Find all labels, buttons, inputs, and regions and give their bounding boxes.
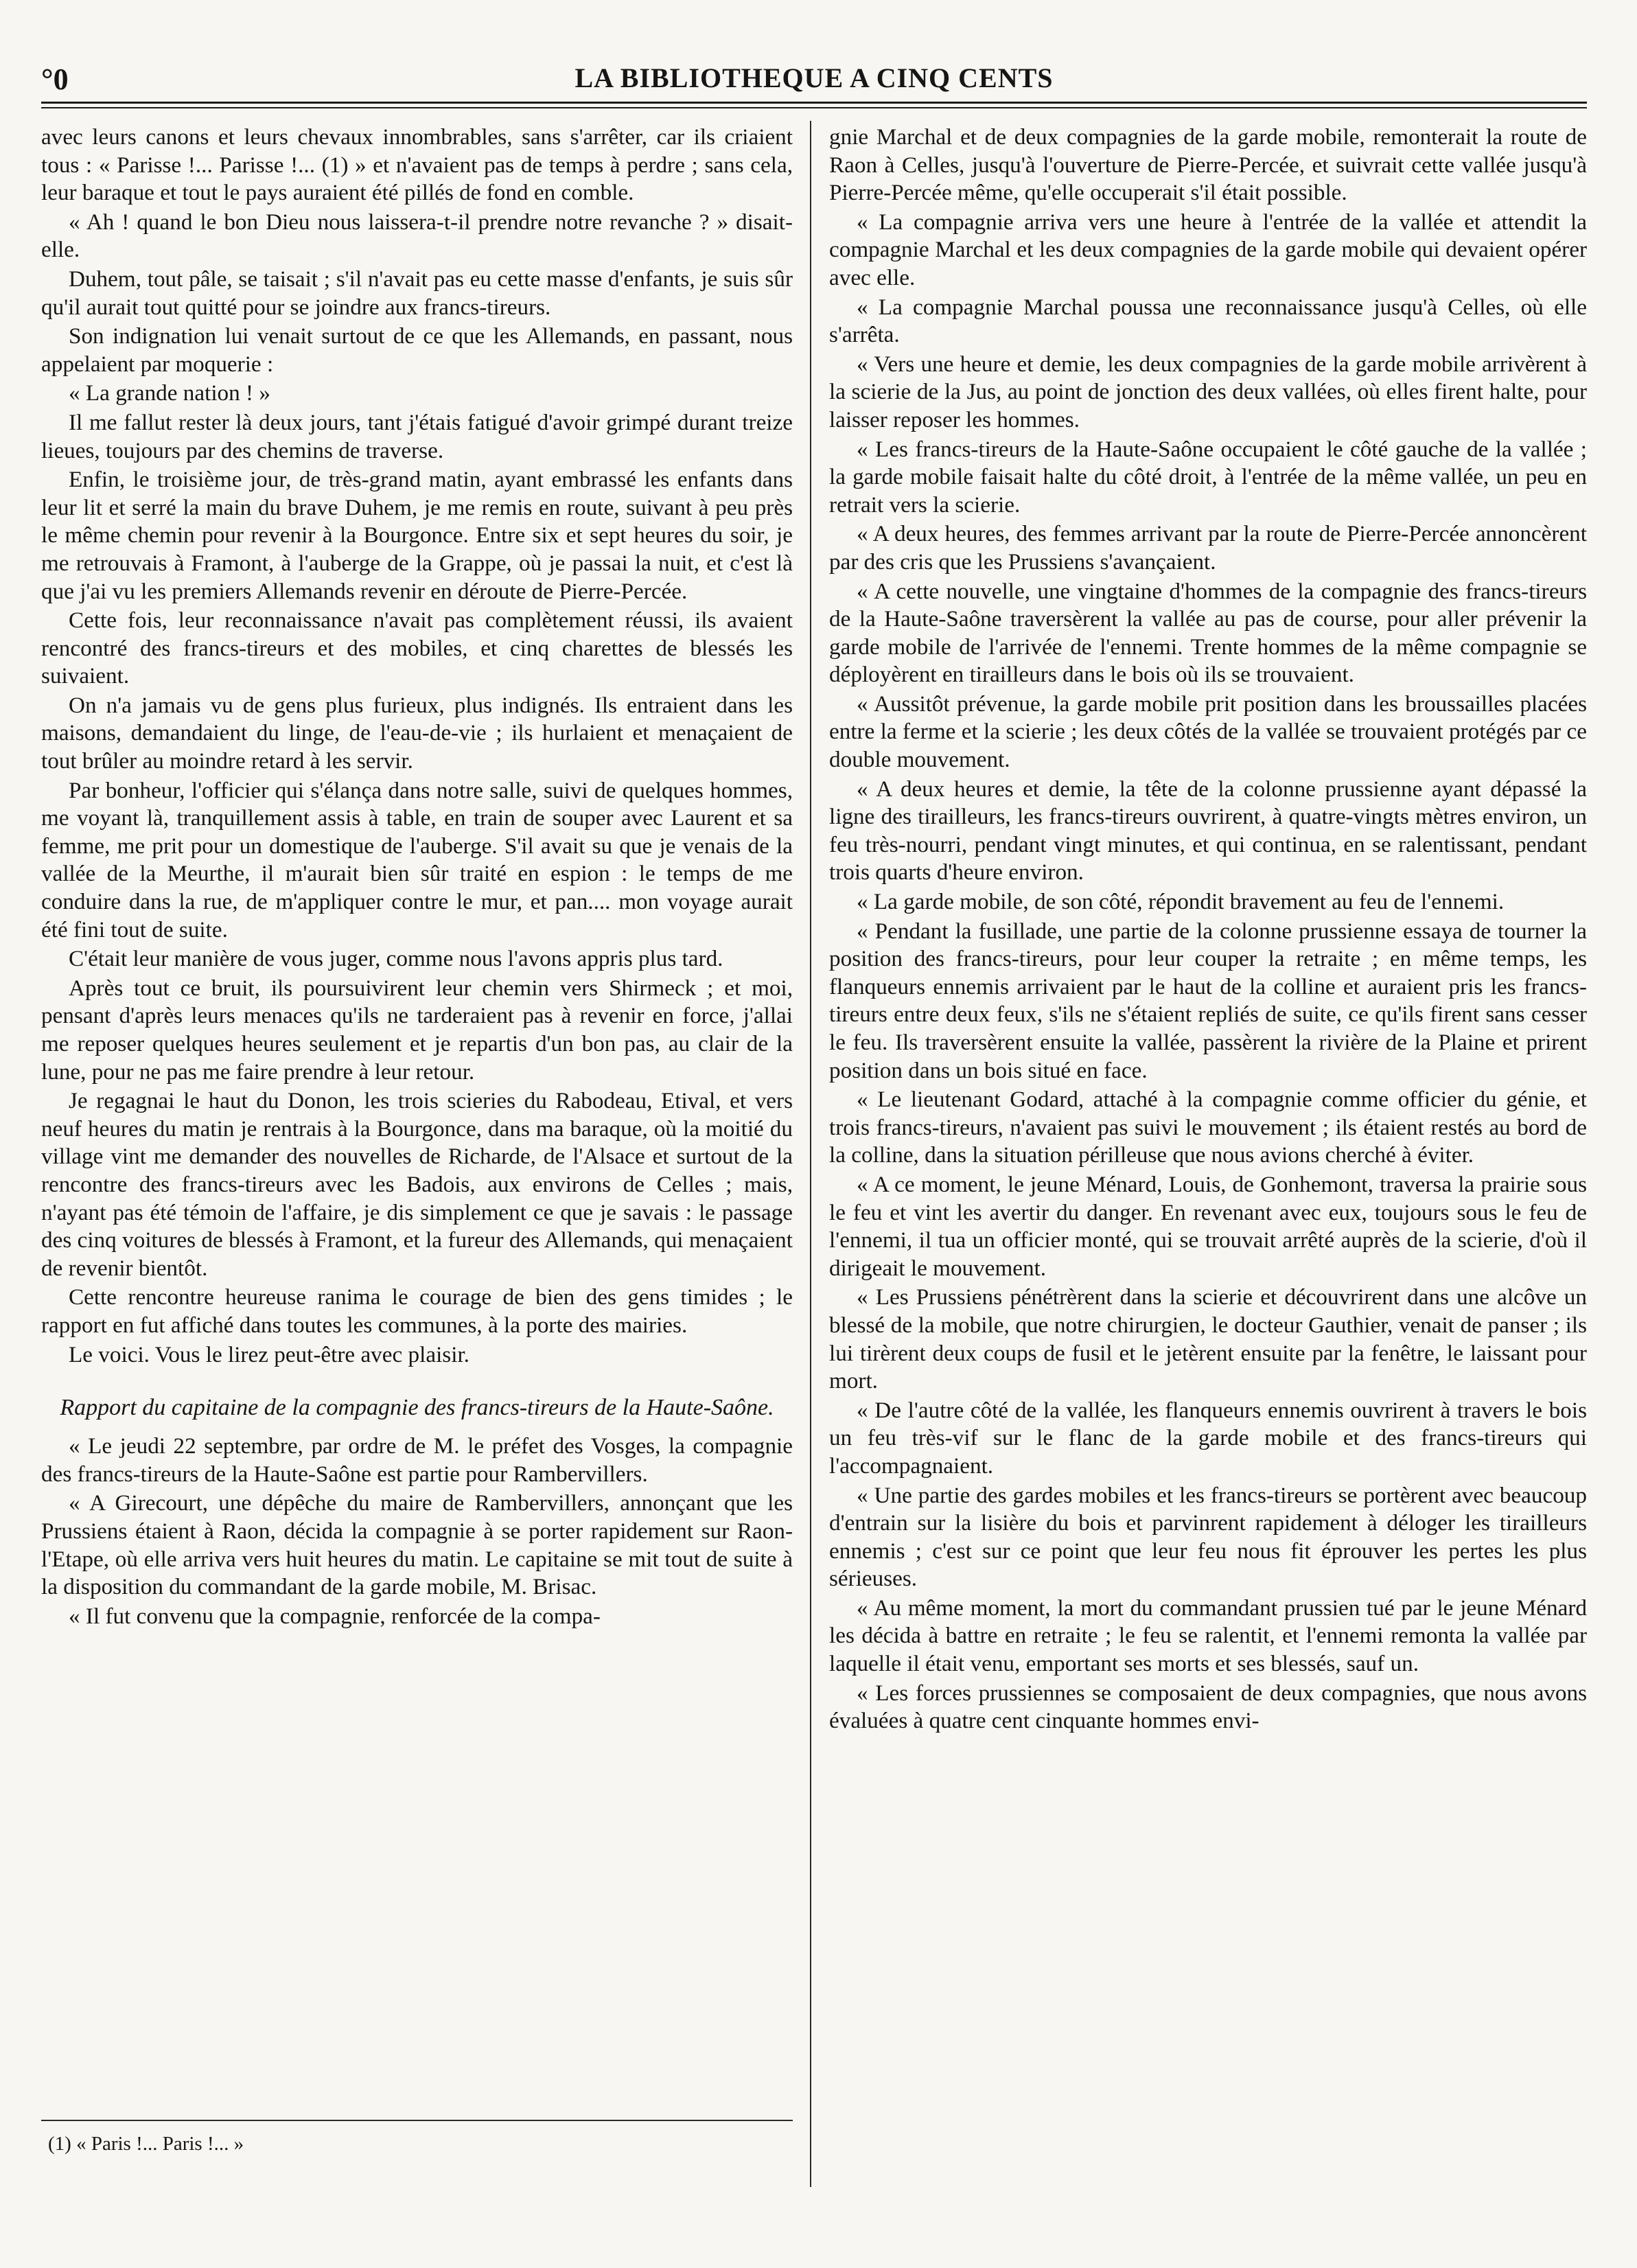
paragraph: Enfin, le troisième jour, de très-grand matin, ayant embrassé les enfants dans leur lit et serré la main du brave Duhem, je me remis en route, suivant à peu près le même chemin pour revenir à la Bourgonce. Entre six et sept heures du soir, je me retrouvais à Framont, à l'auberge de la Grappe, où je passai la nuit, et c'est là que j'ai vu les premiers Allemands revenir en déroute de Pierre-Percée. [41,467,793,604]
paragraph: « Le lieutenant Godard, attaché à la compagnie comme officier du génie, et trois francs-tireurs, n'avaient pas suivi le mouvement ; ils étaient restés au bord de la colline, dans la situation périlleuse que nous avions cherché à éviter. [829,1087,1587,1168]
paragraph: Duhem, tout pâle, se taisait ; s'il n'avait pas eu cette masse d'enfants, je suis sûr qu'il aurait tout quitté pour se joindre aux francs-tireurs. [41,266,793,320]
paragraph: Après tout ce bruit, ils poursuivirent leur chemin vers Shirmeck ; et moi, pensant d'après leurs menaces qu'ils ne tarderaient pas à revenir en force, j'allai me reposer quelques heures seulement et je repartis d'un bon pas, au clair de la lune, pour ne pas me faire prendre à leur retour. [41,975,793,1085]
paragraph: Cette fois, leur reconnaissance n'avait pas complètement réussi, ils avaient rencontré des francs-tireurs et des mobiles, et cinq charettes de blessés les suivaient. [41,608,793,689]
footnote-rule [41,2120,793,2121]
header-rule [41,102,1587,104]
paragraph: « Aussitôt prévenue, la garde mobile prit position dans les broussailles placées entre la ferme et la scierie ; les deux côtés de la vallée se trouvaient protégés par ce double mouvement. [829,691,1587,773]
page-number: °0 [41,62,69,96]
running-title: LA BIBLIOTHEQUE A CINQ CENTS [574,62,1054,93]
report-title: Rapport du capitaine de la compagnie des francs-tireurs de la Haute-Saône. [60,1395,774,1421]
paragraph: « La compagnie Marchal poussa une reconnaissance jusqu'à Celles, où elle s'arrêta. [829,294,1587,348]
paragraph: avec leurs canons et leurs chevaux innombrables, sans s'arrêter, car ils criaient tous : « Parisse !... Parisse !... (1) » et n'avaient pas de temps à perdre ; sans cela, leur baraque et tout le pays auraient été pillés de fond en comble. [41,124,793,206]
column-divider [810,121,811,2187]
paragraph: « Le jeudi 22 septembre, par ordre de M. le préfet des Vosges, la compagnie des francs-tireurs de la Haute-Saône est partie pour Rambervillers. [41,1433,793,1487]
paragraph: « Les Prussiens pénétrèrent dans la scierie et découvrirent dans une alcôve un blessé de la mobile, que notre chirurgien, le docteur Gauthier, venait de panser ; ils lui tirèrent deux coups de fusil et le jetèrent ensuite par la fenêtre, le laissant pour mort. [829,1284,1587,1394]
paragraph: Son indignation lui venait surtout de ce que les Allemands, en passant, nous appelaient par moquerie : [41,323,793,377]
paragraph: « La compagnie arriva vers une heure à l'entrée de la vallée et attendit la compagnie Marchal et les deux compagnies de la garde mobile qui devaient opérer avec elle. [829,209,1587,290]
footnote: (1) « Paris !... Paris !... » [48,2133,244,2155]
paragraph: Cette rencontre heureuse ranima le courage de bien des gens timides ; le rapport en fut affiché dans toutes les communes, à la porte des mairies. [41,1284,793,1338]
paragraph: « La garde mobile, de son côté, répondit bravement au feu de l'ennemi. [857,889,1505,915]
paragraph: « A deux heures et demie, la tête de la colonne prussienne ayant dépassé la ligne des tirailleurs, les francs-tireurs ouvrirent, à quatre-vingts mètres environ, un feu très-nourri, pendant vingt minutes, et qui continua, en se ralentissant, pendant trois quarts d'heure environ. [829,776,1587,886]
paragraph: « Les francs-tireurs de la Haute-Saône occupaient le côté gauche de la vallée ; la garde mobile faisait halte du côté droit, à l'entrée de la même vallée, un peu en retrait vers la scierie. [829,436,1587,518]
paragraph: « A cette nouvelle, une vingtaine d'hommes de la compagnie des francs-tireurs de la Haute-Saône traversèrent la vallée au pas de course, pour aller prévenir la garde mobile de l'arrivée de l'ennemi. Trente hommes de la même compagnie se déployèrent en tirailleurs dans le bois où ils se trouvaient. [829,578,1587,688]
paragraph: « A Girecourt, une dépêche du maire de Rambervillers, annonçant que les Prussiens étaient à Raon, décida la compagnie à se porter rapidement sur Raon-l'Etape, où elle arriva vers huit heures du matin. Le capitaine se mit tout de suite à la disposition du commandant de la garde mobile, M. Brisac. [41,1490,793,1600]
paragraph: Le voici. Vous le lirez peut-être avec plaisir. [69,1341,469,1367]
header-rule-thin [41,107,1587,108]
paragraph: « A deux heures, des femmes arrivant par la route de Pierre-Percée annoncèrent par des cris que les Prussiens s'avançaient. [829,521,1587,575]
paragraph: C'était leur manière de vous juger, comme nous l'avons appris plus tard. [69,946,723,972]
paragraph: « Vers une heure et demie, les deux compagnies de la garde mobile arrivèrent à la scierie de la Jus, au point de jonction des deux vallées, où elles firent halte, pour laisser reposer les hommes. [829,351,1587,432]
paragraph: On n'a jamais vu de gens plus furieux, plus indignés. Ils entraient dans les maisons, demandaient du linge, de l'eau-de-vie ; ils hurlaient et menaçaient de tout brûler au moindre retard à les servir. [41,692,793,774]
left-column [41,124,793,2162]
paragraph: gnie Marchal et de deux compagnies de la garde mobile, remonterait la route de Raon à Celles, jusqu'à l'ouverture de Pierre-Percée, et suivrait cette vallée jusqu'à Pierre-Percée même, qu'elle occuperait s'il était possible. [829,124,1587,206]
paragraph: « A ce moment, le jeune Ménard, Louis, de Gonhemont, traversa la prairie sous le feu et vint les avertir du danger. En revenant avec eux, toujours sous le feu de l'ennemi, il tua un officier monté, qui se trouvait arrêté auprès de la scierie, d'où il dirigeait le mouvement. [829,1171,1587,1281]
right-column [829,124,1587,2183]
paragraph: « Au même moment, la mort du commandant prussien tué par le jeune Ménard les décida à battre en retraite ; le feu se ralentit, et l'ennemi remonta la vallée par laquelle il était venu, emportant ses morts et ses blessés, sauf un. [829,1595,1587,1677]
paragraph: Par bonheur, l'officier qui s'élança dans notre salle, suivi de quelques hommes, me voyant là, tranquillement assis à table, en train de souper avec Laurent et sa femme, me prit pour un domestique de l'auberge. S'il avait su que je venais de la vallée de la Meurthe, il m'aurait bien sûr traité en espion : le temps de me conduire dans la rue, de m'appliquer contre le mur, et pan.... mon voyage aurait été fini tout de suite. [41,777,793,942]
paragraph: « Pendant la fusillade, une partie de la colonne prussienne essaya de tourner la position des francs-tireurs, pour leur couper la retraite ; en même temps, les flanqueurs ennemis arrivaient par le haut de la colline et auraient pris les francs-tireurs entre deux feux, s'ils ne s'étaient repliés de suite, ce qu'ils firent sans cesser le feu. Ils traversèrent ensuite la vallée, passèrent la rivière de la Plaine et prirent position dans un bois situé en face. [829,918,1587,1083]
paragraph: « De l'autre côté de la vallée, les flanqueurs ennemis ouvrirent à travers le bois un feu très-vif sur le flanc de la garde mobile et des francs-tireurs qui l'accompagnaient. [829,1397,1587,1479]
paragraph: Je regagnai le haut du Donon, les trois scieries du Rabodeau, Etival, et vers neuf heures du matin je rentrais à la Bourgonce, dans ma baraque, où la moitié du village vint me demander des nouvelles de Richarde, de l'Alsace et surtout de la rencontre des francs-tireurs avec les Badois, aux environs de Celles ; mais, n'ayant pas été témoin de l'affaire, je dis simplement ce que je savais : le passage des cinq voitures de blessés à Framont, et la fureur des Allemands, qui menaçaient de revenir bientôt. [41,1088,793,1281]
paragraph: « Les forces prussiennes se composaient de deux compagnies, que nous avons évaluées à quatre cent cinquante hommes envi- [829,1680,1587,1734]
paragraph: « Ah ! quand le bon Dieu nous laissera-t-il prendre notre revanche ? » disait-elle. [41,209,793,263]
paragraph: « La grande nation ! » [69,380,270,406]
paragraph: « Il fut convenu que la compagnie, renforcée de la compa- [69,1603,601,1629]
paragraph: « Une partie des gardes mobiles et les francs-tireurs se portèrent avec beaucoup d'entrain sur la lisière du bois et parvinrent rapidement à déloger les tirailleurs ennemis ; c'est sur ce point que leur feu nous fit éprouver les pertes les plus sérieuses. [829,1482,1587,1592]
paragraph: Il me fallut rester là deux jours, tant j'étais fatigué d'avoir grimpé durant treize lieues, toujours par des chemins de traverse. [41,409,793,463]
